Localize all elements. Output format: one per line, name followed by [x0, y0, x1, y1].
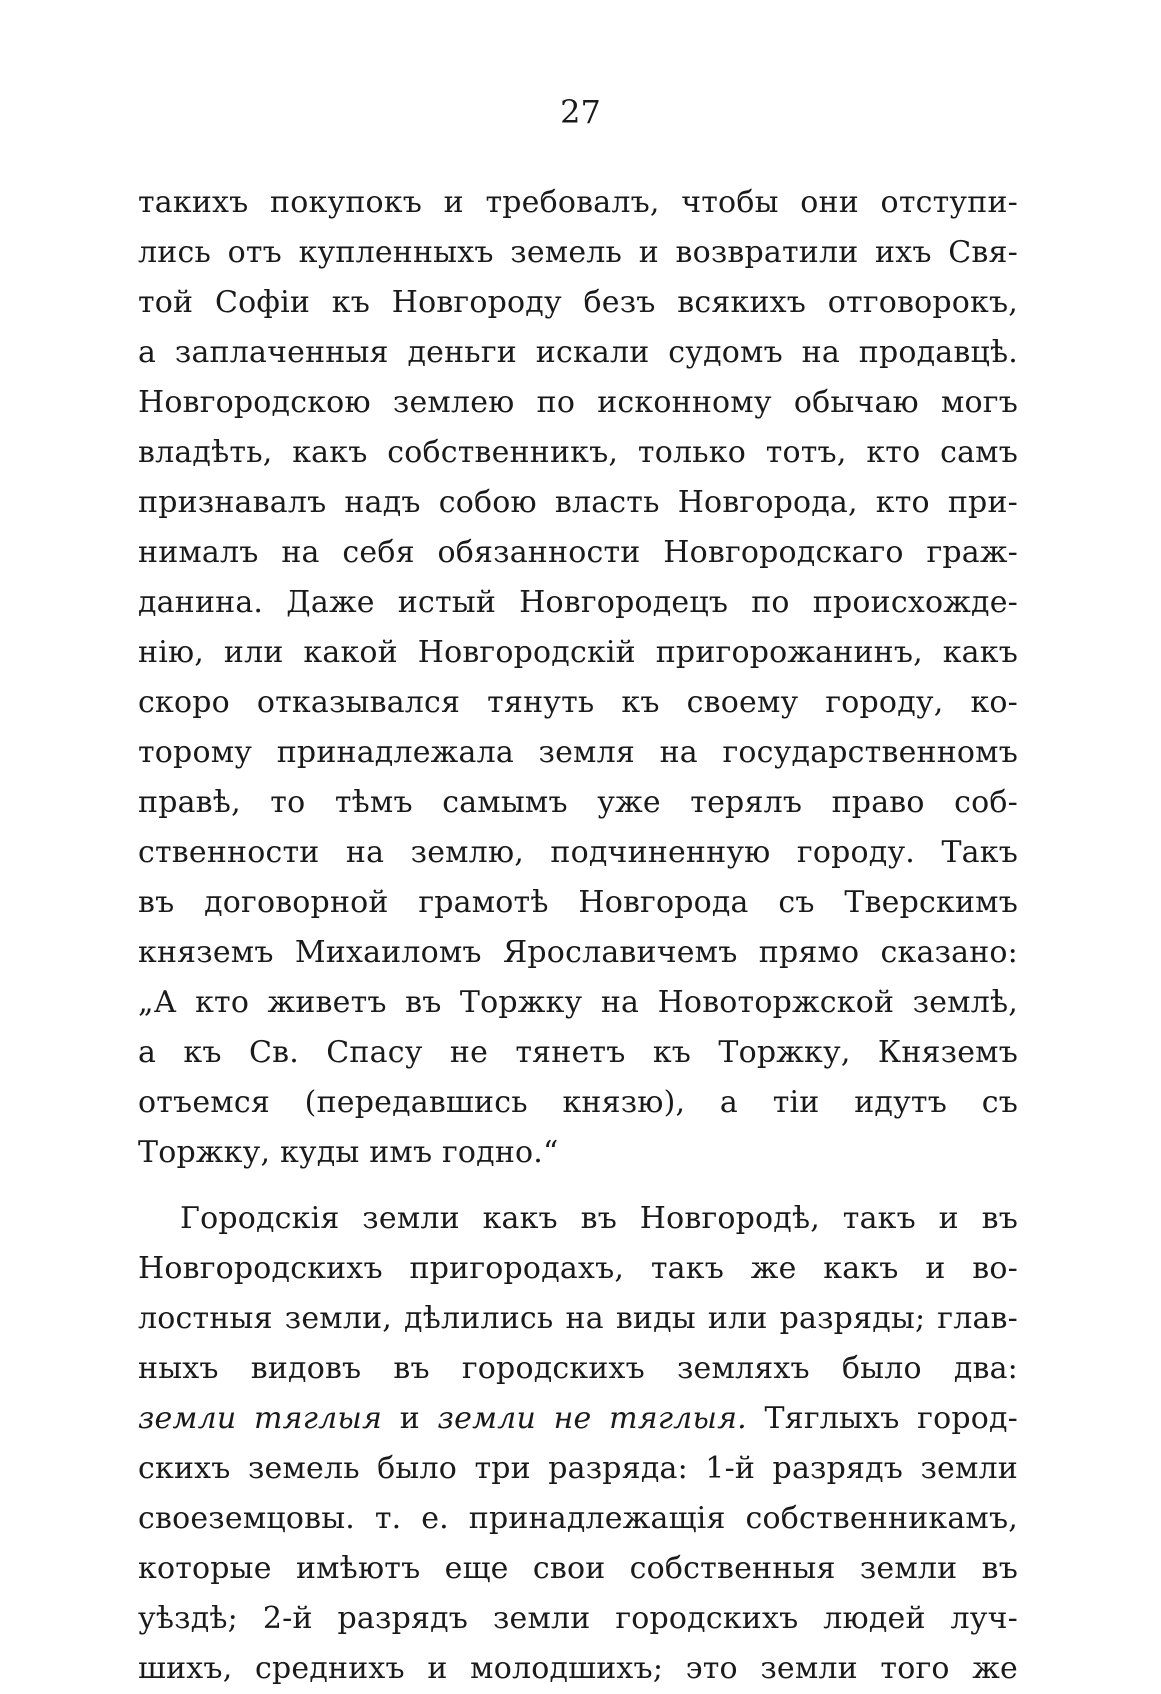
text-line: нималъ на себя обязанности Новгородскаго граж- [138, 535, 1018, 570]
text-line: Торжку, куды имъ годно.“ [138, 1135, 559, 1170]
text-line: правѣ, то тѣмъ самымъ уже терялъ право соб- [138, 785, 1018, 820]
paragraph-gap [138, 1178, 1018, 1194]
text-line: торому принадлежала земля на государственномъ [138, 735, 1018, 770]
text-line: нію, или какой Новгородскій пригорожанинъ, какъ [138, 635, 1018, 670]
text-line: отъемся (передавшись князю), а тіи идутъ съ [138, 1085, 1018, 1120]
text-line: княземъ Михаиломъ Ярославичемъ прямо сказано: [138, 935, 1018, 970]
text-line: въ договорной грамотѣ Новгорода съ Тверскимъ [138, 885, 1018, 920]
paragraph-2 [138, 1194, 1018, 1694]
text-line: той Софіи къ Новгороду безъ всякихъ отговорокъ, [138, 285, 1018, 320]
page-number: 27 [560, 93, 601, 131]
text-line: Новгородскою землею по исконному обычаю могъ [138, 385, 1018, 420]
text-line: Городскія земли какъ въ Новгородѣ, такъ и въ [180, 1201, 1018, 1236]
text-line: „А кто живетъ въ Торжку на Новоторжской землѣ, [138, 985, 1018, 1020]
text-line: которые имѣютъ еще свои собственныя земли въ [138, 1551, 1018, 1586]
text-line: Новгородскихъ пригородахъ, такъ же какъ и во- [138, 1251, 1018, 1286]
text-line: ственности на землю, подчиненную городу. Такъ [138, 835, 1018, 870]
paragraph-1 [138, 178, 1018, 1178]
conjunction-text: и [382, 1401, 438, 1436]
text-line: своеземцовы. т. е. принадлежащія собственникамъ, [138, 1501, 1018, 1536]
text-line: а заплаченныя деньги искали судомъ на продавцѣ. [138, 335, 1018, 370]
italic-term-untaxed-lands: земли не тяглыя. [437, 1401, 747, 1436]
text-line: уѣздѣ; 2-й разрядъ земли городскихъ людей луч- [138, 1601, 1018, 1636]
text-line: такихъ покупокъ и требовалъ, чтобы они отступи- [138, 185, 1018, 220]
text-line: признавалъ надъ собою власть Новгорода, кто при- [138, 485, 1018, 520]
text-line: ныхъ видовъ въ городскихъ земляхъ было два: [138, 1351, 1018, 1386]
text-fragment: Тяглыхъ город- [746, 1401, 1019, 1436]
text-line: лись отъ купленныхъ земель и возвратили ихъ Свя- [138, 235, 1018, 270]
text-line: лостныя земли, дѣлились на виды или разряды; глав- [138, 1301, 1018, 1336]
text-line: владѣть, какъ собственникъ, только тотъ, кто самъ [138, 435, 1018, 470]
text-line: скоро отказывался тянуть къ своему городу, ко- [138, 685, 1018, 720]
text-line: данина. Даже истый Новгородецъ по происхожде- [138, 585, 1018, 620]
italic-term-taxed-lands: земли тяглыя [138, 1401, 383, 1436]
text-line: а къ Св. Спасу не тянетъ къ Торжку, Княземъ [138, 1035, 1018, 1070]
page-body [138, 178, 1018, 1694]
text-line: шихъ, среднихъ и молодшихъ; это земли того же [138, 1651, 1018, 1686]
text-line: скихъ земель было три разряда: 1-й разрядъ земли [138, 1451, 1018, 1486]
text-line-mixed [138, 1394, 1018, 1444]
